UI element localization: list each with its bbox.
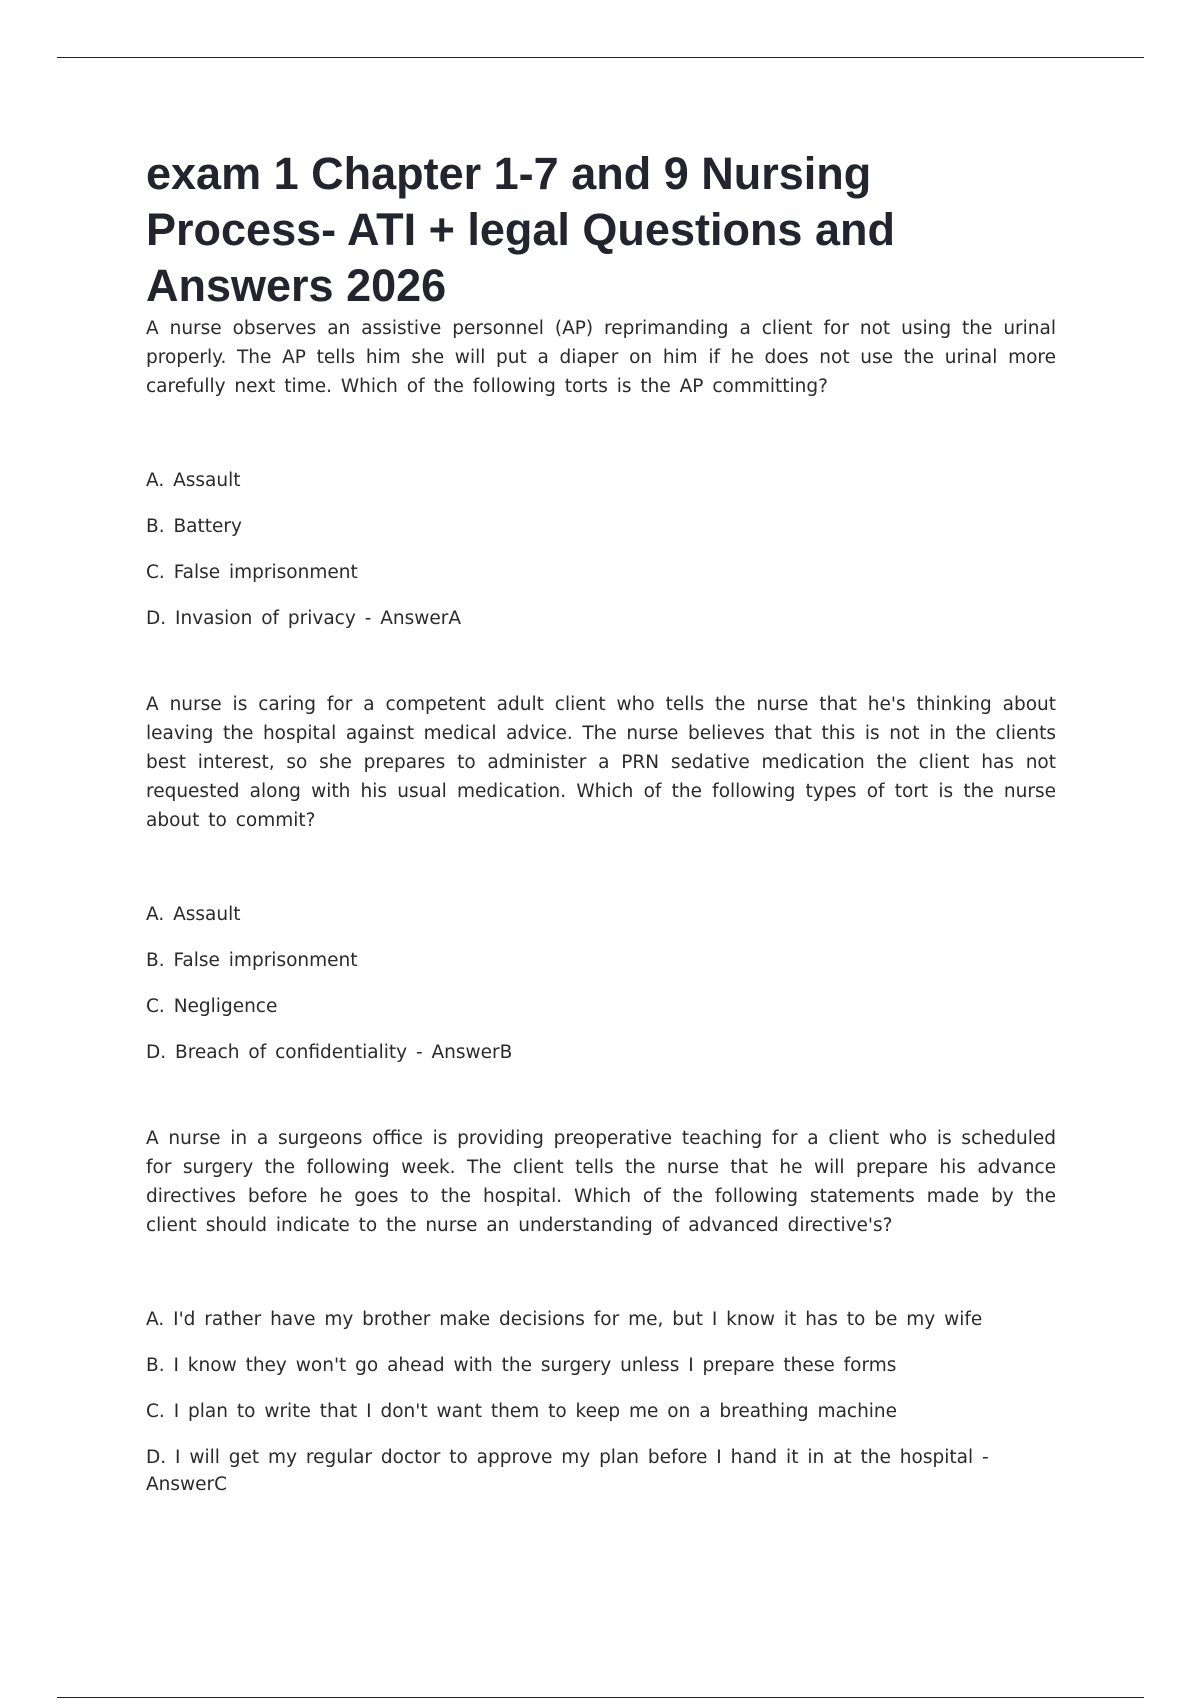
- document-body: [146, 146, 1056, 1517]
- option-list: [146, 901, 1056, 1066]
- bottom-rule: [57, 1697, 1144, 1698]
- option-text: I will get my regular doctor to approve my plan before I hand it in at the hospital: [175, 1447, 974, 1468]
- option-a: [146, 467, 1056, 494]
- option-text: Assault: [173, 470, 241, 491]
- option-list: [146, 467, 1056, 632]
- option-text: False imprisonment: [173, 950, 358, 971]
- option-letter: B.: [146, 1355, 165, 1376]
- option-a: [146, 901, 1056, 928]
- option-letter: D.: [146, 1042, 167, 1063]
- answer-key: - AnswerA: [364, 608, 462, 629]
- option-letter: D.: [146, 1447, 167, 1468]
- option-b: [146, 947, 1056, 974]
- option-b: [146, 1352, 1056, 1379]
- option-letter: A.: [146, 1309, 165, 1330]
- option-text: False imprisonment: [173, 562, 358, 583]
- option-c: [146, 1398, 1056, 1425]
- option-a: [146, 1306, 1056, 1333]
- option-b: [146, 513, 1056, 540]
- answer-key: - AnswerC: [146, 1447, 989, 1495]
- option-c: [146, 993, 1056, 1020]
- option-d: [146, 1444, 1056, 1498]
- top-rule: [57, 57, 1144, 58]
- option-letter: C.: [146, 1401, 165, 1422]
- option-letter: C.: [146, 562, 165, 583]
- question-text: A nurse is caring for a competent adult client who tells the nurse that he's thinking about leaving the hospital against medical advice. The nurse believes that this is not in the clients best interest, so she prepares to administer a PRN sedative medication the client has not requested along with his usual medication. Which of the following types of tort is the nurse about to commit?: [146, 694, 1056, 831]
- option-text: Breach of confidentiality: [175, 1042, 408, 1063]
- option-list: [146, 1306, 1056, 1498]
- answer-key: - AnswerB: [415, 1042, 513, 1063]
- option-letter: A.: [146, 470, 165, 491]
- option-c: [146, 559, 1056, 586]
- document-title: exam 1 Chapter 1-7 and 9 Nursing Process- ATI + legal Questions and Answers 2026: [146, 148, 895, 311]
- option-letter: B.: [146, 516, 165, 537]
- question-block-3: [146, 1124, 1056, 1498]
- option-text: Negligence: [173, 996, 278, 1017]
- option-text: Battery: [173, 516, 242, 537]
- option-letter: B.: [146, 950, 165, 971]
- question-block-1: [146, 314, 1056, 632]
- option-letter: C.: [146, 996, 165, 1017]
- option-letter: A.: [146, 904, 165, 925]
- option-d: [146, 1039, 1056, 1066]
- option-text: I'd rather have my brother make decisions for me, but I know it has to be my wife: [173, 1309, 983, 1330]
- option-text: Assault: [173, 904, 241, 925]
- question-text: A nurse observes an assistive personnel (AP) reprimanding a client for not using the urinal properly. The AP tells him she will put a diaper on him if he does not use the urinal more carefully next time. Which of the following torts is the AP committing?: [146, 318, 1056, 397]
- question-block-2: [146, 690, 1056, 1066]
- option-d: [146, 605, 1056, 632]
- option-text: Invasion of privacy: [175, 608, 356, 629]
- option-text: I plan to write that I don't want them to keep me on a breathing machine: [173, 1401, 898, 1422]
- question-text: A nurse in a surgeons office is providing preoperative teaching for a client who is scheduled for surgery the following week. The client tells the nurse that he will prepare his advance directives before he goes to the hospital. Which of the following statements made by the client should indicate to the nurse an understanding of advanced directive's?: [146, 1128, 1056, 1236]
- option-letter: D.: [146, 608, 167, 629]
- option-text: I know they won't go ahead with the surgery unless I prepare these forms: [173, 1355, 897, 1376]
